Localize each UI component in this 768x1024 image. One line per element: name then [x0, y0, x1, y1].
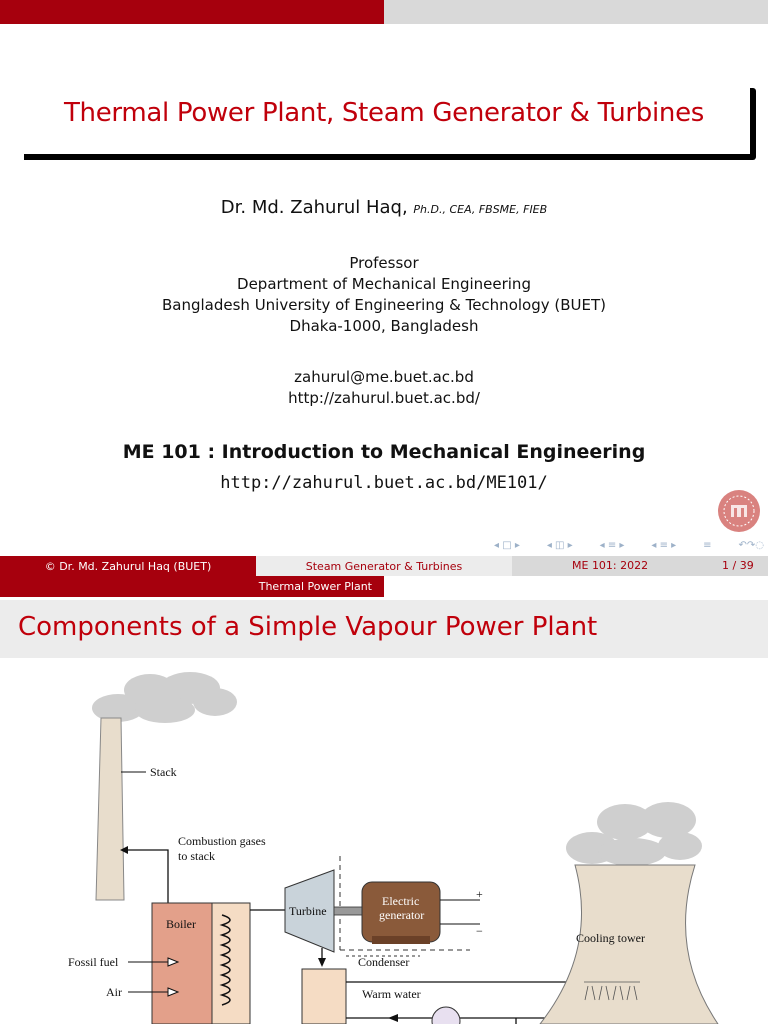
stack — [96, 718, 124, 900]
author-website[interactable]: http://zahurul.buet.ac.bd/ — [288, 389, 480, 407]
nav-search-icon[interactable]: ↶↷◌ — [738, 539, 764, 551]
section-header-blank — [384, 576, 768, 597]
warm-water-label: Warm water — [362, 987, 421, 1001]
footer-course: ME 101: 2022 — [572, 559, 649, 572]
air-label: Air — [106, 985, 122, 999]
fossil-fuel-label: Fossil fuel — [68, 955, 119, 969]
author-email[interactable]: zahurul@me.buet.ac.bd — [294, 368, 474, 386]
generator-label-2: generator — [379, 908, 425, 922]
condenser — [302, 969, 346, 1024]
terminal-plus: + — [476, 887, 483, 901]
course-title: ME 101 : Introduction to Mechanical Engineering — [122, 441, 646, 463]
cooling-tower-vapour — [566, 802, 702, 866]
title-bracket — [750, 88, 756, 160]
boiler-label: Boiler — [166, 917, 196, 931]
turbine-label: Turbine — [289, 904, 327, 918]
cooling-tower-label: Cooling tower — [576, 931, 645, 945]
course-url[interactable]: http://zahurul.buet.ac.bd/ME101/ — [220, 473, 548, 493]
footer-topic: Steam Generator & Turbines — [256, 556, 512, 576]
section-header: Thermal Power Plant — [0, 576, 384, 597]
circulation-pump — [432, 1007, 460, 1024]
footer-right — [512, 556, 768, 576]
slide-title: Thermal Power Plant, Steam Generator & Turbines — [63, 98, 705, 128]
title-underline — [24, 154, 754, 160]
author-department: Department of Mechanical Engineering — [237, 275, 531, 293]
author-city: Dhaka-1000, Bangladesh — [289, 317, 479, 335]
power-plant-diagram — [0, 660, 768, 1024]
stack-smoke — [92, 672, 237, 723]
generator-label-1: Electric — [382, 894, 420, 908]
combustion-gas-path — [128, 850, 168, 903]
nav-subsection-icon[interactable]: ◂ ◫ ▸ — [546, 539, 573, 551]
nav-outline-icon[interactable]: ≡ — [703, 539, 712, 551]
author-line: Dr. Md. Zahurul Haq, Ph.D., CEA, FBSME, FIEB — [220, 197, 548, 218]
combustion-label-2: to stack — [178, 849, 215, 863]
nav-doc-icon[interactable]: ◂ ≡ ▸ — [651, 539, 677, 551]
combustion-label-1: Combustion gases — [178, 834, 266, 848]
nav-frame-icon[interactable]: ◂ □ ▸ — [494, 539, 520, 551]
author-university: Bangladesh University of Engineering & Technology (BUET) — [161, 296, 606, 314]
footer-author: © Dr. Md. Zahurul Haq (BUET) — [0, 556, 256, 576]
terminal-minus: − — [476, 924, 483, 938]
stack-label: Stack — [150, 765, 177, 779]
university-seal-icon — [717, 489, 761, 533]
top-bar-grey — [384, 0, 768, 24]
boiler-tubes — [212, 903, 250, 1024]
footer-page-number: 1 / 39 — [722, 559, 754, 572]
author-credentials: Ph.D., CEA, FBSME, FIEB — [413, 203, 548, 216]
slide2-title: Components of a Simple Vapour Power Plant — [18, 612, 598, 642]
author-position: Professor — [349, 254, 419, 272]
author-name: Dr. Md. Zahurul Haq — [220, 197, 402, 218]
top-bar-accent — [0, 0, 384, 24]
condenser-label: Condenser — [358, 955, 410, 969]
beamer-navigation[interactable] — [494, 538, 764, 552]
nav-section-icon[interactable]: ◂ ≡ ▸ — [599, 539, 625, 551]
